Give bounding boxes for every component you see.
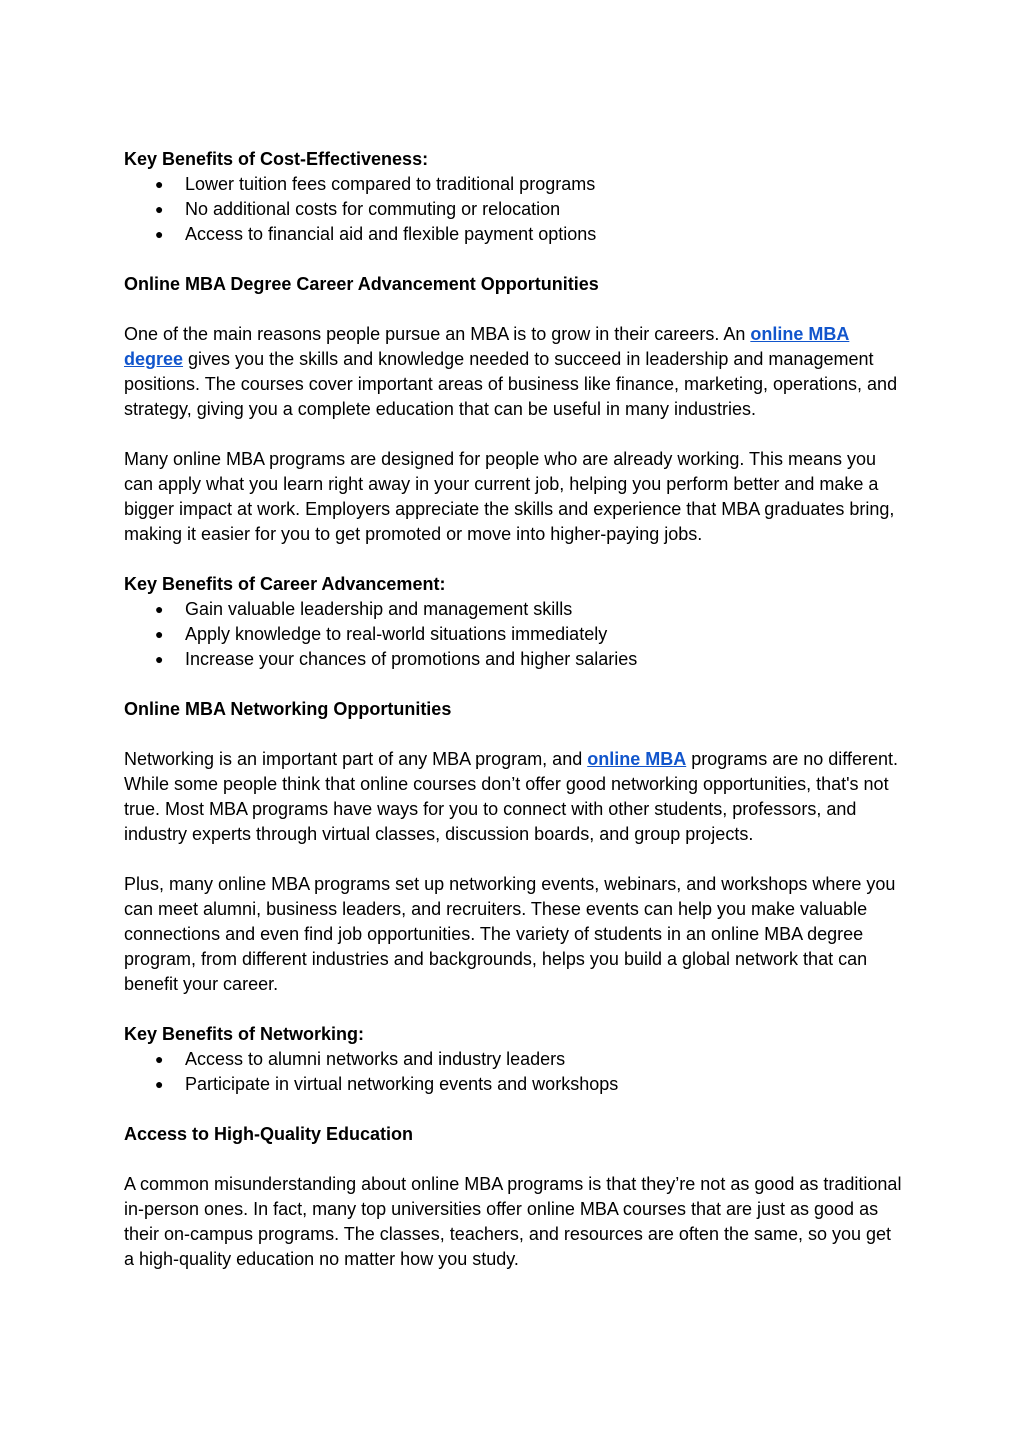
networking-benefits-heading: Key Benefits of Networking:	[124, 1024, 365, 1044]
paragraph-text: Networking is an important part of any MBA program, and	[124, 749, 588, 769]
list-item-text: Access to financial aid and flexible payment options	[185, 224, 597, 244]
spacer	[124, 722, 904, 747]
networking-benefits-list	[124, 1047, 904, 1097]
list-item-text: Participate in virtual networking events and workshops	[185, 1074, 619, 1094]
networking-paragraph-1	[124, 747, 904, 847]
spacer	[124, 422, 904, 447]
spacer	[124, 997, 904, 1022]
spacer	[124, 547, 904, 572]
list-item-text: Access to alumni networks and industry leaders	[185, 1049, 566, 1069]
spacer	[124, 297, 904, 322]
bullet-icon: ●	[155, 1051, 164, 1067]
career-benefits-list	[124, 597, 904, 672]
paragraph-text: gives you the skills and knowledge needed to succeed in leadership and management positions. The courses cover important areas of business like finance, marketing, operations, and strategy, giving you a complete education that can be useful in many industries.	[124, 349, 898, 419]
list-item	[124, 1072, 904, 1097]
paragraph-text: One of the main reasons people pursue an MBA is to grow in their careers. An	[124, 324, 751, 344]
cost-benefits-heading: Key Benefits of Cost-Effectiveness:	[124, 149, 429, 169]
document-page	[124, 147, 904, 1272]
education-paragraph-1: A common misunderstanding about online MBA programs is that they’re not as good as traditional in-person ones. In fact, many top universities offer online MBA courses that are just as good as their on-campus programs. The classes, teachers, and resources are often the same, so you get a high-quality education no matter how you study.	[124, 1174, 902, 1269]
spacer	[124, 247, 904, 272]
list-item	[124, 622, 904, 647]
bullet-icon: ●	[155, 201, 164, 217]
cost-benefits-list	[124, 172, 904, 247]
list-item	[124, 597, 904, 622]
career-section-heading: Online MBA Degree Career Advancement Opportunities	[124, 274, 599, 294]
list-item-text: Lower tuition fees compared to traditional programs	[185, 174, 596, 194]
bullet-icon: ●	[155, 176, 164, 192]
spacer	[124, 1097, 904, 1122]
career-paragraph-2: Many online MBA programs are designed for people who are already working. This means you can apply what you learn right away in your current job, helping you perform better and make a bigger impact at work. Employers appreciate the skills and experience that MBA graduates bring, making it easier for you to get promoted or move into higher-paying jobs.	[124, 449, 895, 544]
networking-paragraph-2: Plus, many online MBA programs set up networking events, webinars, and workshops where you can meet alumni, business leaders, and recruiters. These events can help you make valuable connections and even find job opportunities. The variety of students in an online MBA degree program, from different industries and backgrounds, helps you build a global network that can benefit your career.	[124, 874, 896, 994]
bullet-icon: ●	[155, 651, 164, 667]
spacer	[124, 1147, 904, 1172]
list-item	[124, 197, 904, 222]
education-section-heading: Access to High-Quality Education	[124, 1124, 414, 1144]
list-item	[124, 647, 904, 672]
list-item-text: No additional costs for commuting or relocation	[185, 199, 561, 219]
career-paragraph-1	[124, 322, 904, 422]
bullet-icon: ●	[155, 601, 164, 617]
bullet-icon: ●	[155, 1076, 164, 1092]
networking-section-heading: Online MBA Networking Opportunities	[124, 699, 452, 719]
bullet-icon: ●	[155, 626, 164, 642]
bullet-icon: ●	[155, 226, 164, 242]
paragraph-text: programs are no different. While some people think that online courses don’t offer good networking opportunities, that's not true. Most MBA programs have ways for you to connect with other students, professors, and industry experts through virtual classes, discussion boards, and group projects.	[124, 749, 898, 844]
list-item-text: Gain valuable leadership and management skills	[185, 599, 573, 619]
list-item-text: Increase your chances of promotions and higher salaries	[185, 649, 638, 669]
career-benefits-heading: Key Benefits of Career Advancement:	[124, 574, 446, 594]
online-mba-link[interactable]: online MBA	[587, 749, 687, 769]
list-item	[124, 222, 904, 247]
online-mba-degree-link[interactable]: online MBA degree	[124, 324, 850, 369]
list-item	[124, 1047, 904, 1072]
list-item	[124, 172, 904, 197]
list-item-text: Apply knowledge to real-world situations immediately	[185, 624, 608, 644]
spacer	[124, 672, 904, 697]
spacer	[124, 847, 904, 872]
